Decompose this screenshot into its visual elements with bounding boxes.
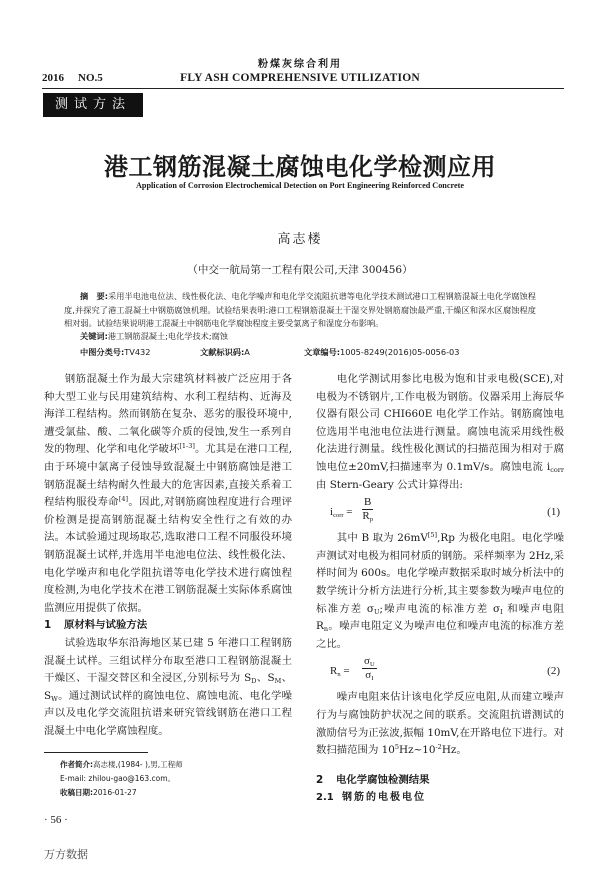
equation-2 [316, 655, 564, 685]
article-no-label: 文章编号: [304, 347, 341, 357]
equation-number: (2) [547, 665, 560, 678]
section-number: 1 [44, 619, 52, 632]
electrochem-setup-paragraph [316, 371, 564, 494]
noise-paragraph [316, 530, 564, 653]
article-no-field [304, 347, 459, 358]
article-title-en: Application of Corrosion Electrochemical Detection on Port Engineering Reinforced Concrete [136, 181, 464, 190]
symbol: σ [365, 669, 372, 682]
text: 。因此,对钢筋腐蚀程度进行合理评价检测是提高钢筋混凝土结构安全性行之有效的办法。本试验通过现场取芯,选取港口工程不同服役环境钢筋混凝土试样,并选用半电池电位法、线性极化法、电化学噪声和电化学阻抗谱等电化学技术进行腐蚀程度检测,为电化学技术在港工钢筋混凝土实际体系腐蚀监测应用提供了依据。 [44, 496, 292, 614]
journal-name-cn: 粉煤灰综合利用 [258, 59, 342, 70]
header-divider [42, 88, 564, 89]
author-name: 高志楼 [277, 232, 323, 247]
equation-lhs [330, 663, 350, 681]
author-bio-text: 高志楼,(1984- ),男,工程师 [93, 760, 183, 769]
subscript: M [274, 677, 282, 686]
numerator [362, 655, 377, 669]
abstract [64, 290, 536, 331]
symbol: R [362, 510, 370, 523]
equation-lhs [330, 504, 353, 522]
page-number: · 56 · [44, 814, 68, 826]
article-no-value: 1005-8249(2016)05-0056-03 [340, 347, 460, 357]
text: 和噪声电阻 R [316, 602, 564, 633]
citation: [5] [427, 531, 438, 540]
equation-number: (1) [547, 506, 560, 519]
symbol: R [330, 665, 338, 678]
abstract-label: 摘 要: [80, 291, 108, 301]
subscript: I [371, 675, 374, 683]
text: 。通过测试试样的腐蚀电位、腐蚀电流、电化学噪声以及电化学交流阻抗谱来研究管线钢筋在港口工程混凝土中电化学腐蚀程度。 [44, 689, 292, 737]
denominator [362, 510, 373, 522]
fraction [362, 496, 373, 523]
doc-code-value: A [244, 347, 250, 357]
superscript: -2 [435, 743, 442, 752]
text: 试验选取华东沿海地区某已建 5 年港口工程钢筋混凝土试样。三组试样分布取至港口工程钢筋混凝土干燥区、干湿交替区和全浸区,分别标号为 S [44, 636, 292, 685]
equals: = [340, 665, 350, 678]
impedance-paragraph [316, 689, 564, 759]
symbol: i [330, 506, 334, 519]
keywords-label: 关键词: [80, 331, 108, 341]
issue-number: NO.5 [78, 72, 103, 84]
keywords [80, 331, 228, 342]
symbol: σ [364, 655, 370, 668]
subscript: U [369, 661, 375, 669]
right-column [316, 371, 564, 807]
subscript: n [337, 671, 341, 679]
section-title: 原材料与试验方法 [64, 619, 148, 632]
text: 。噪声电阻定义为噪声电位和噪声电流的标准方差之比。 [316, 620, 564, 650]
text: 。尤其是在港口工程,由于环境中氯离子侵蚀导致混凝土中钢筋腐蚀是港工钢筋混凝土结构耐久性最大的危害因素,直接关系着工程结构服役寿命 [44, 443, 292, 509]
section-number: 2 [316, 773, 324, 786]
subscript: W [51, 694, 58, 703]
watermark: 万方数据 [44, 848, 88, 861]
text: 由 Stern-Geary 公式计算得出: [316, 478, 463, 491]
subsection-title: 钢筋的电极电位 [342, 792, 426, 804]
received-label: 收稿日期: [60, 788, 93, 797]
fraction [362, 655, 377, 682]
numerator: B [364, 496, 372, 509]
citation: [1-3] [179, 442, 195, 451]
denominator [365, 669, 373, 681]
clc-field [80, 347, 200, 358]
text: Hz~10 [399, 744, 436, 757]
left-column [44, 371, 292, 740]
subscript: corr [550, 465, 564, 474]
abstract-text: 采用半电池电位法、线性极化法、电化学噪声和电化学交流阻抗谱等电化学技术测试港口工程钢筋混凝土电化学腐蚀程度,并探究了港工混凝土中钢筋腐蚀机理。试验结果表明:港口工程钢筋混凝土干湿交界处钢筋腐蚀最严重,干燥区和深水区腐蚀程度相对弱。试验结果说明港工混凝土中钢筋电化学腐蚀程度主要受氯离子和湿度分布影响。 [64, 291, 536, 328]
equation-1 [316, 496, 564, 526]
subsection-heading-2-1 [316, 789, 564, 807]
text: 其中 B 取为 26mV [336, 532, 428, 545]
subscript: n [323, 625, 329, 634]
equals: = [343, 506, 353, 519]
intro-paragraph [44, 371, 292, 617]
keywords-text: 港工钢筋混凝土;电化学技术;腐蚀 [107, 331, 228, 341]
text: 钢筋混凝土作为最大宗建筑材料被广泛应用于各种大型工业与民用建筑结构、水利工程结构、近海及海洋工程结构。然而钢筋在复杂、恶劣的服役环境中,遭受氯盐、酸、二氧化碳等介质的侵蚀,发生一系列自发的物理、化学和电化学破坏 [44, 373, 292, 456]
section-heading-1 [44, 617, 292, 635]
methods-paragraph [44, 635, 292, 741]
subscript: I [500, 607, 503, 616]
author-email: E-mail: zhilou-gao@163.com。 [60, 774, 175, 783]
doc-code-label: 文献标识码: [200, 347, 245, 357]
section-title: 电化学腐蚀检测结果 [336, 773, 430, 786]
subsection-number: 2.1 [316, 792, 334, 804]
text: 电化学测试用参比电极为饱和甘汞电极(SCE),对电极为不锈钢片,工作电极为钢筋。仪器采用上海辰华仪器有限公司 CHI660E 电化学工作站。钢筋腐蚀电位选用半电池电位法进行测量。腐蚀电流采用线性极化法进行测量。线性极化测试的扫描范围为相对于腐蚀电位±20mV,扫描速率为 0.1mV/s。腐蚀电流 i [316, 373, 564, 473]
subscript: corr [333, 512, 344, 520]
text: 、S [44, 672, 292, 702]
text: Hz。 [441, 744, 467, 757]
superscript: 5 [394, 743, 400, 752]
received-date [60, 786, 183, 800]
author-affiliation: （中交一航局第一工程有限公司,天津 300456） [187, 264, 413, 276]
text: 、S [256, 672, 275, 685]
year: 2016 [42, 72, 64, 84]
subscript: p [369, 516, 373, 524]
text: ,Rp 为极化电阻。电化学噪声测试对电极为相同材质的钢筋。采样频率为 2Hz,采样时间为 600s。电化学噪声数据采取时域分析法中的数学统计分析方法进行分析,其主要参数为噪声电位的标准方差 σ [316, 532, 564, 615]
section-heading-2 [316, 772, 564, 790]
text: 噪声电阻来估计该电化学反应电阻,从而建立噪声行为与腐蚀防护状况之间的联系。交流阻抗谱测试的激励信号为正弦波,振幅 10mV,在开路电位下进行。对数扫描范围为 10 [316, 691, 564, 757]
classification-row [80, 347, 560, 358]
received-value: 2016-01-27 [93, 788, 137, 797]
footnote [60, 758, 183, 800]
author-bio-label: 作者简介: [60, 760, 93, 769]
citation: [4] [118, 495, 129, 504]
article-title-cn: 港工钢筋混凝土腐蚀电化学检测应用 [104, 153, 496, 181]
author-bio [60, 758, 183, 772]
clc-value: TV432 [124, 347, 151, 357]
text: ;噪声电流的标准方差 σ [379, 602, 501, 615]
doc-code-field [200, 347, 304, 358]
subscript: D [251, 677, 257, 686]
clc-label: 中图分类号: [80, 347, 125, 357]
journal-name-en: FLY ASH COMPREHENSIVE UTILIZATION [180, 72, 420, 84]
section-tag: 测试方法 [43, 93, 143, 117]
subscript: U [373, 607, 380, 616]
footnote-divider [44, 752, 148, 753]
